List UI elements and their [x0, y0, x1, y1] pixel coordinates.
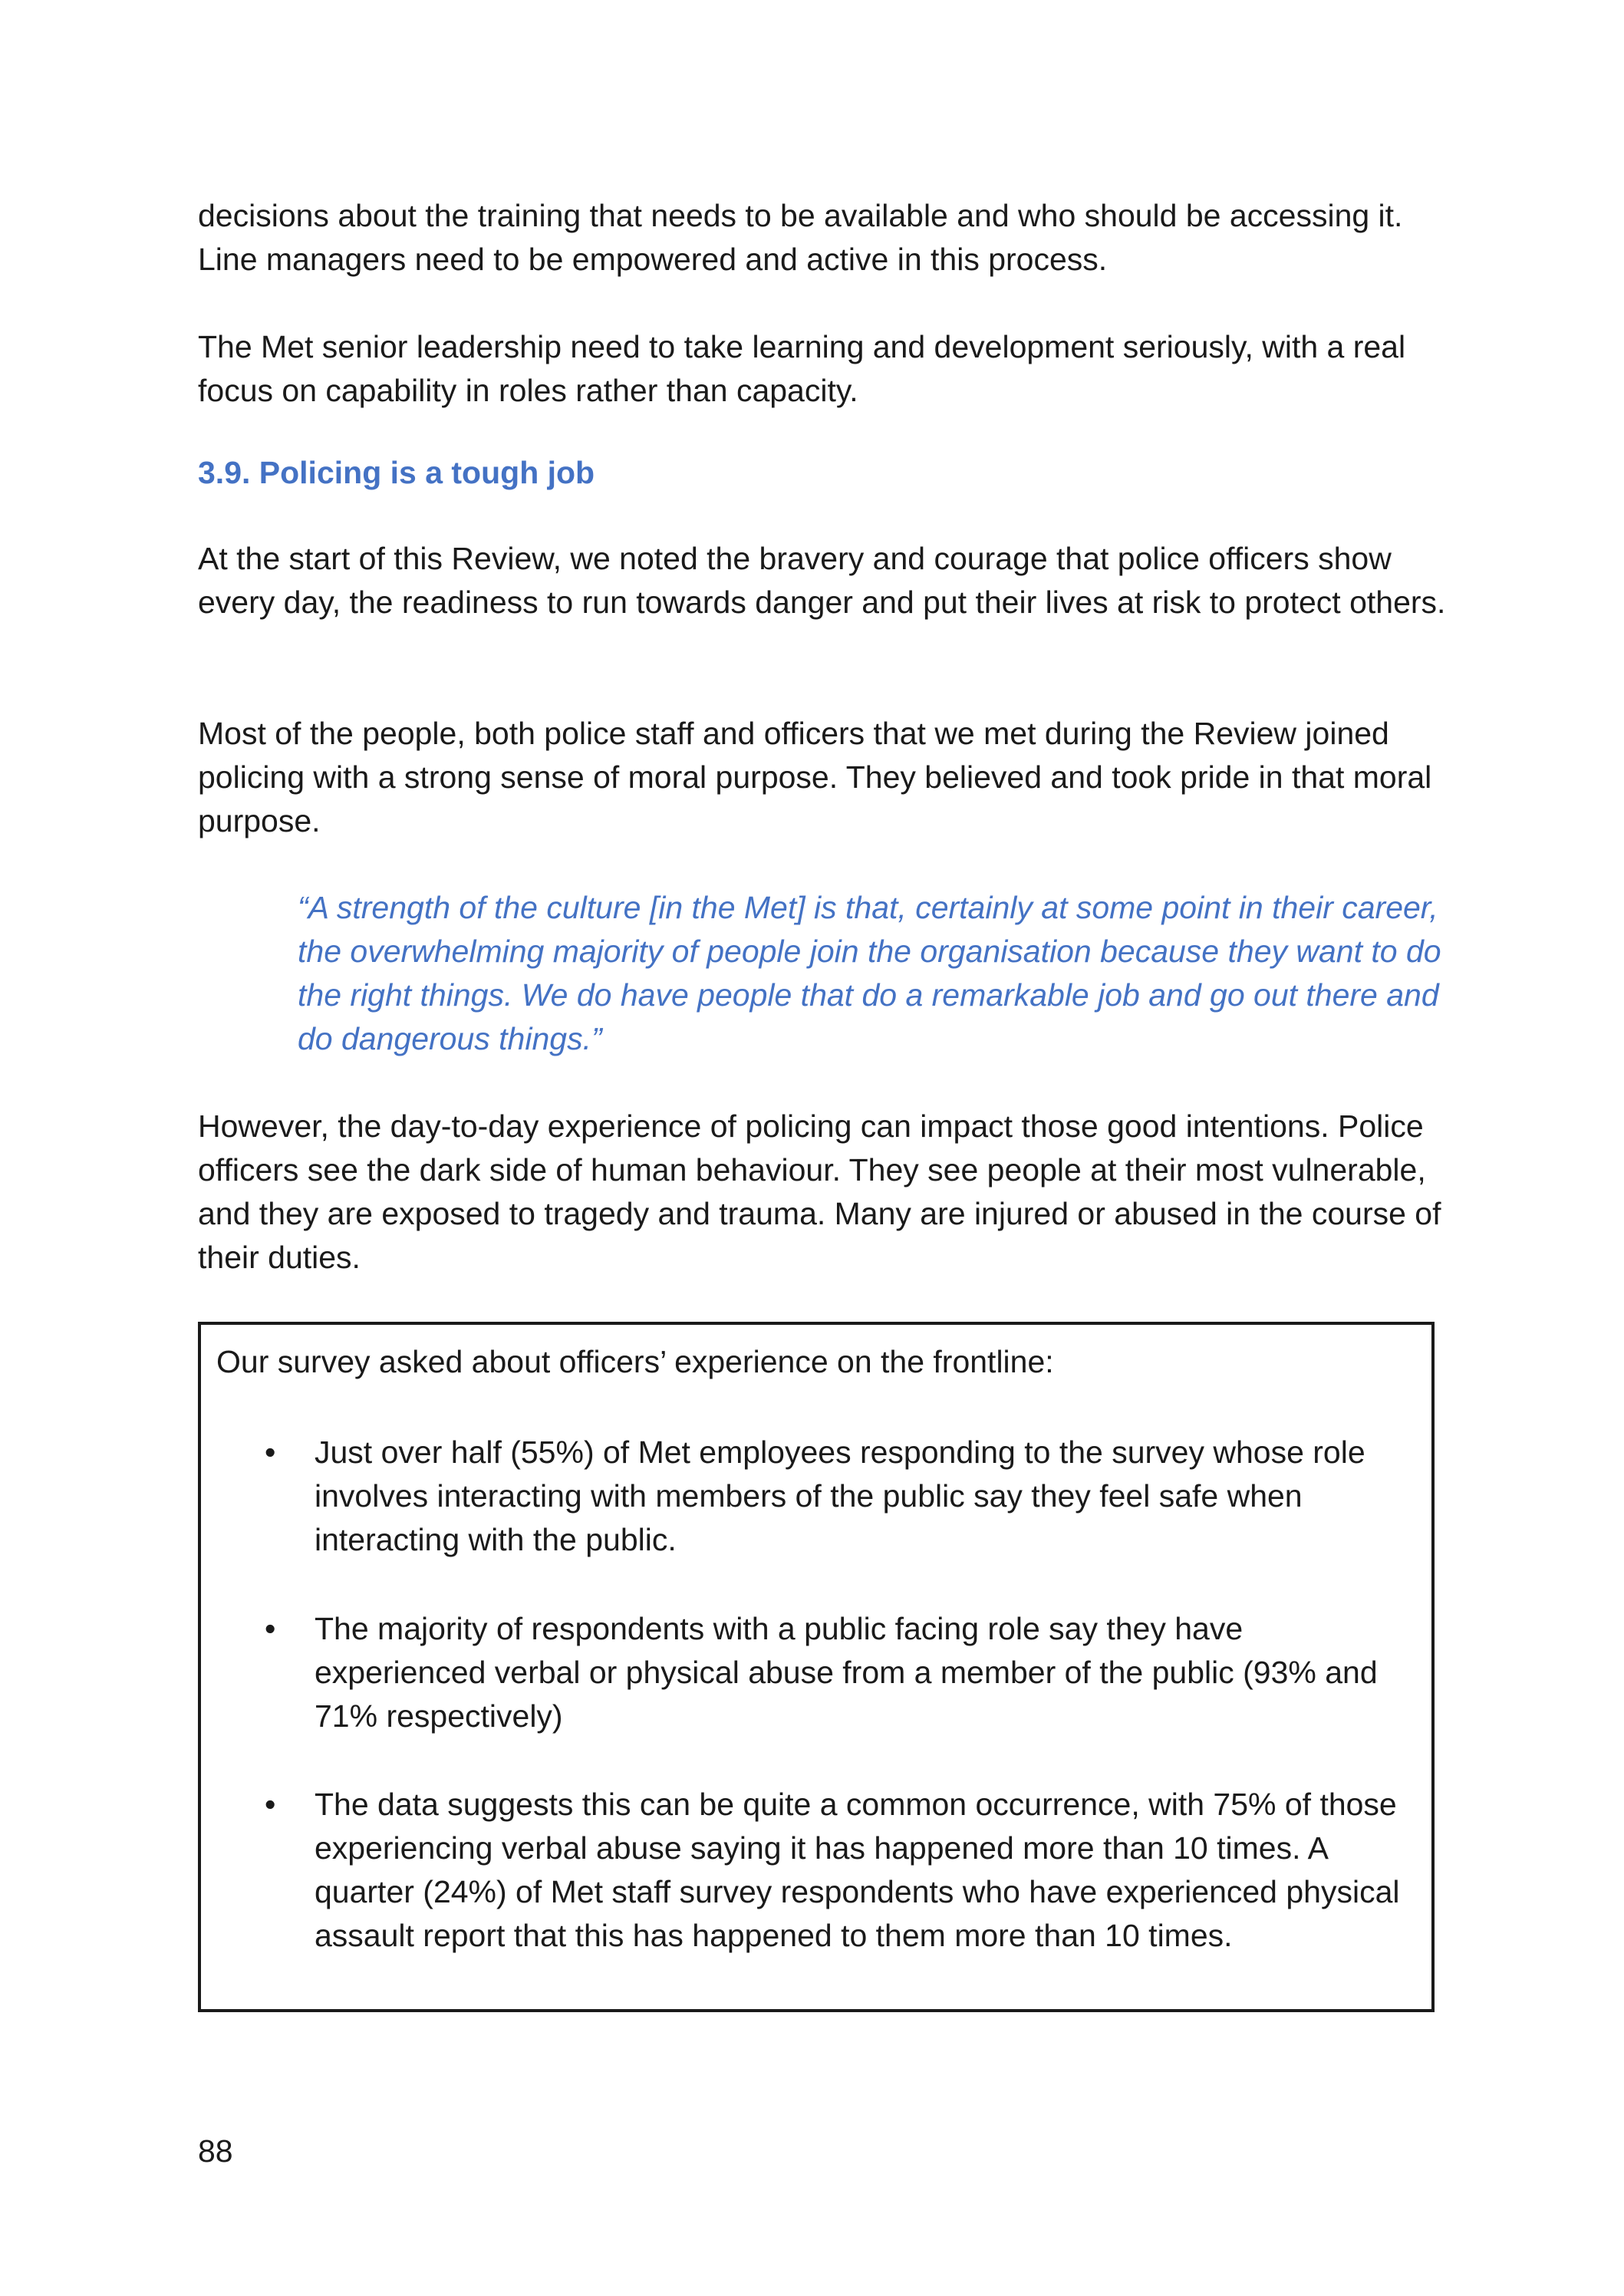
paragraph-senior-leadership: The Met senior leadership need to take learning and development seriously, with a real focus on capability in roles rather than capacity.: [198, 329, 1406, 408]
survey-bullet-text: The majority of respondents with a public facing role say they have experienced verbal or physical abuse from a member of the public (93% and 71% respectively): [315, 1611, 1378, 1734]
survey-findings-box: [198, 1322, 1435, 2012]
bullet-icon: •: [265, 1435, 276, 1470]
paragraph-training-decisions: decisions about the training that needs to be available and who should be accessing it. Line managers need to be empowered and active in this process.: [198, 198, 1403, 277]
section-heading: 3.9. Policing is a tough job: [198, 455, 595, 490]
bullet-icon: •: [265, 1611, 276, 1646]
paragraph-review-start: At the start of this Review, we noted the bravery and courage that police officers show every day, the readiness to run towards danger and put their lives at risk to protect others.: [198, 541, 1446, 620]
bullet-icon: •: [265, 1787, 276, 1822]
pull-quote: “A strength of the culture [in the Met] is that, certainly at some point in their career, the overwhelming majority of people join the organisation because they want to do the right things. We do have people that do a remarkable job and go out there and do dangerous things.”: [298, 890, 1441, 1056]
page-number: 88: [198, 2133, 233, 2169]
survey-box-intro: Our survey asked about officers’ experience on the frontline:: [216, 1344, 1054, 1379]
paragraph-day-to-day: However, the day-to-day experience of policing can impact those good intentions. Police officers see the dark side of human behaviour. They see people at their most vulnerable, and they are exposed to tragedy and trauma. Many are injured or abused in the course of their duties.: [198, 1108, 1441, 1275]
survey-bullet-text: The data suggests this can be quite a common occurrence, with 75% of those experiencing verbal abuse saying it has happened more than 10 times. A quarter (24%) of Met staff survey respondents who have experienced physical assault report that this has happened to them more than 10 times.: [315, 1787, 1400, 1953]
survey-bullet-text: Just over half (55%) of Met employees responding to the survey whose role involves interacting with members of the public say they feel safe when interacting with the public.: [315, 1435, 1365, 1557]
paragraph-moral-purpose: Most of the people, both police staff and officers that we met during the Review joined policing with a strong sense of moral purpose. They believed and took pride in that moral purpose.: [198, 716, 1432, 838]
